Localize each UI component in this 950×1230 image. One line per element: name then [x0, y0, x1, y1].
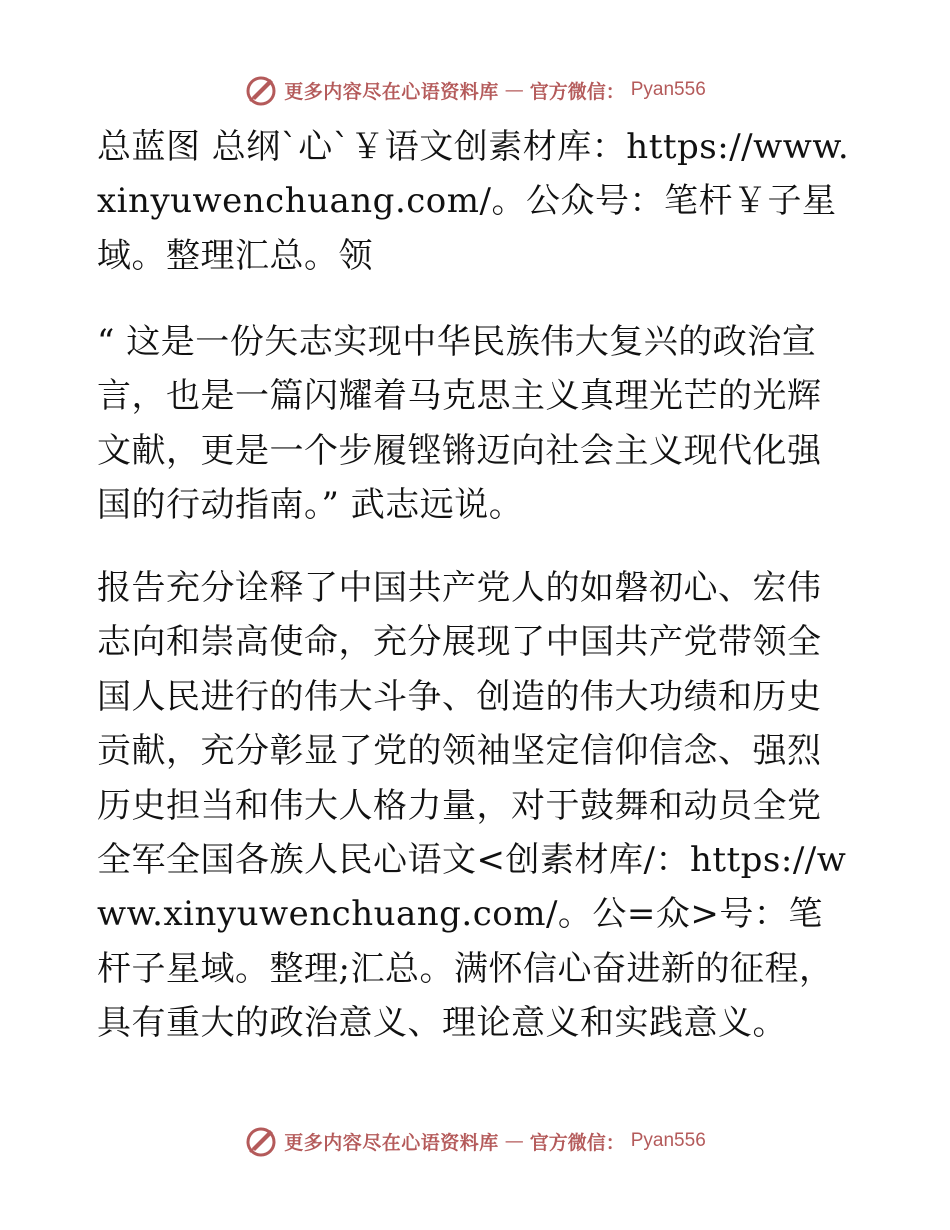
quill-pen-logo-icon	[244, 73, 278, 107]
watermark-text: 更多内容尽在心语资料库	[284, 80, 499, 103]
paragraph-intro: 总蓝图 总纲`心`￥语文创素材库：https://www.xinyuwenchuang.com/。公众号：笔杆￥子星域。整理汇总。领	[97, 127, 850, 276]
paragraph-quote: “ 这是一份矢志实现中华民族伟大复兴的政治宣言，也是一篇闪耀着马克思主义真理光芒的光辉文献，更是一个步履铿锵迈向社会主义现代化强国的行动指南。” 武志远说。	[97, 322, 822, 526]
header-watermark	[0, 70, 950, 110]
watermark-account: Pyan556	[630, 79, 706, 100]
watermark-separator: —	[504, 79, 524, 101]
watermark-account: Pyan556	[630, 1130, 706, 1151]
watermark-prefix: 官方微信：	[529, 80, 625, 103]
footer-watermark	[0, 1121, 950, 1161]
quill-pen-logo-icon	[244, 1124, 278, 1158]
watermark-prefix: 官方微信：	[529, 1131, 625, 1154]
watermark-separator: —	[504, 1130, 524, 1152]
paragraph-report: 报告充分诠释了中国共产党人的如磐初心、宏伟志向和崇高使命，充分展现了中国共产党带领全国人民进行的伟大斗争、创造的伟大功绩和历史贡献，充分彰显了党的领袖坚定信仰信念、强烈历史担当和伟大人格力量，对于鼓舞和动员全党全军全国各族人民心语文<创素材库/：https://www.xinyuwenchuang.com/。公=众>号：笔杆子星域。整理;汇总。满怀信心奋进新的征程，具有重大的政治意义、理论意义和实践意义。	[97, 568, 847, 1044]
watermark-text: 更多内容尽在心语资料库	[284, 1131, 499, 1154]
